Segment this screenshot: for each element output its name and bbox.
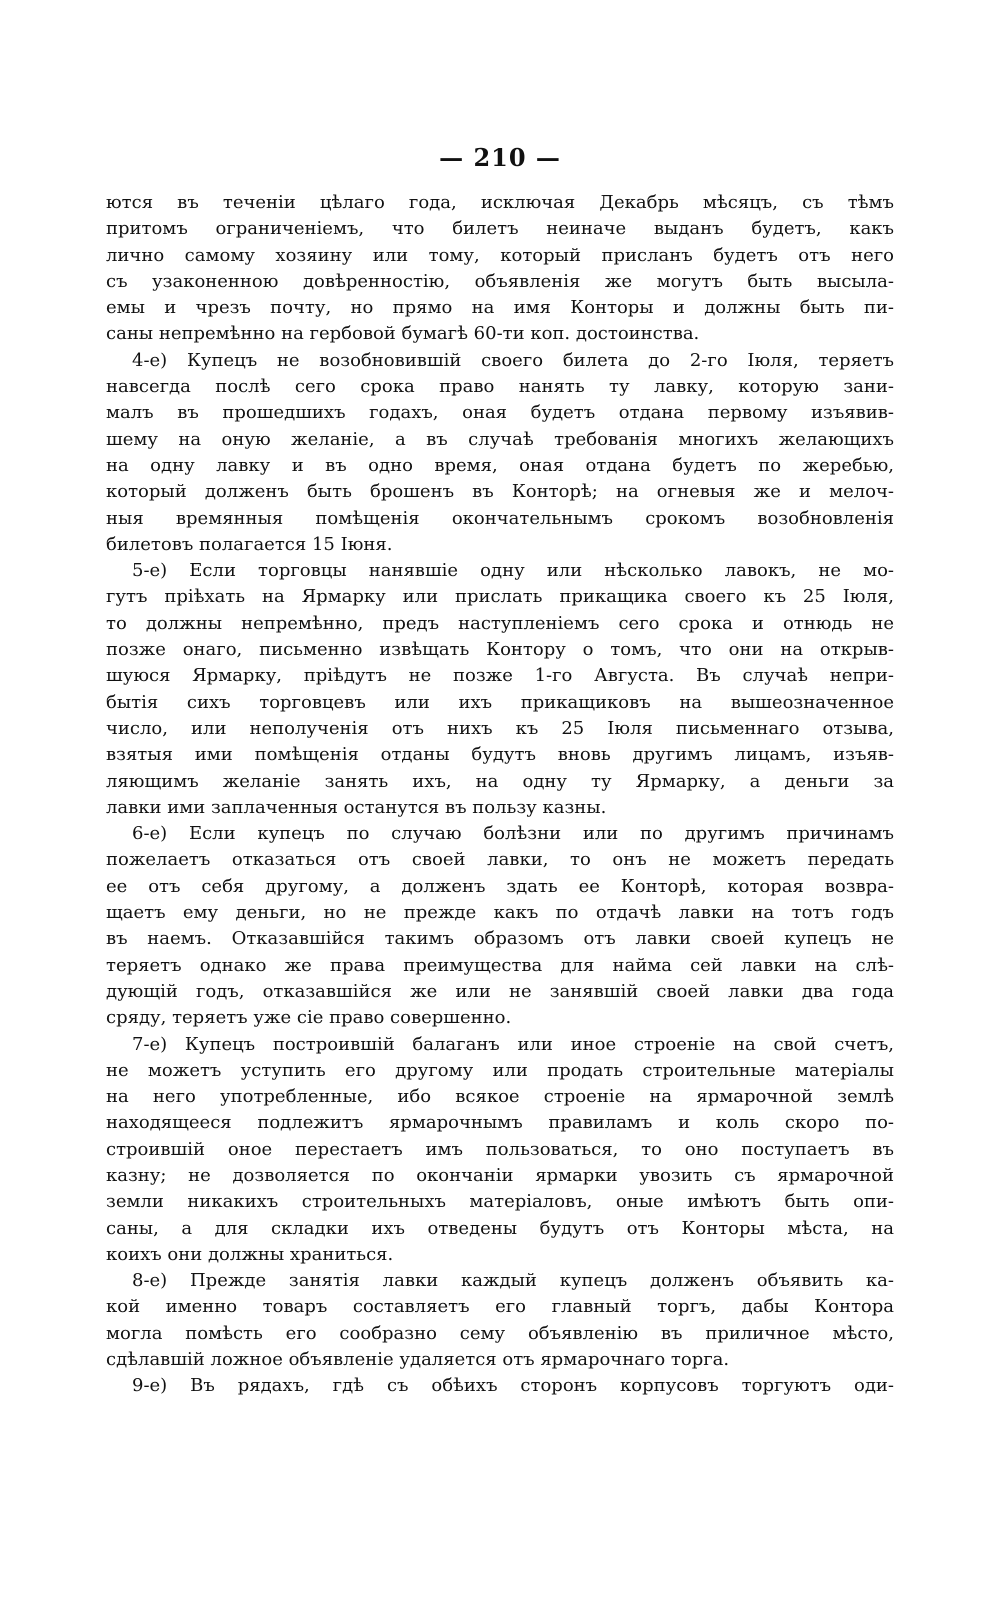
text-line: взятыя ими помѣщенія отданы будутъ вновь другимъ лицамъ, изъяв- — [106, 744, 894, 766]
text-line: коихъ они должны храниться. — [106, 1243, 394, 1265]
body-text — [106, 190, 894, 1400]
text-line: саны, а для складки ихъ отведены будутъ отъ Конторы мѣста, на — [106, 1217, 894, 1239]
text-line: гутъ пріѣхать на Ярмарку или прислать прикащика своего къ 25 Іюля, — [106, 586, 894, 608]
text-line: щаетъ ему деньги, но не прежде какъ по отдачѣ лавки на тотъ годъ — [106, 902, 894, 924]
text-line: сряду, теряетъ уже сіе право совершенно. — [106, 1007, 512, 1029]
text-line: кой именно товаръ составляетъ его главный торгъ, дабы Контора — [106, 1296, 894, 1318]
text-line: 8-е) Прежде занятія лавки каждый купецъ долженъ объявить ка- — [132, 1270, 894, 1292]
text-line: дующій годъ, отказавшійся же или не занявшій своей лавки два года — [106, 980, 894, 1002]
text-line: съ узаконенною довѣренностію, объявленія же могутъ быть высыла- — [106, 270, 894, 292]
text-line: то должны непремѣнно, предъ наступленіемъ сего срока и отнюдь не — [106, 612, 894, 634]
text-line: ляющимъ желаніе занять ихъ, на одну ту Ярмарку, а деньги за — [106, 770, 894, 792]
text-line: могла помѣсть его сообразно сему объявленію въ приличное мѣсто, — [106, 1322, 894, 1344]
text-line: шему на оную желаніе, а въ случаѣ требованія многихъ желающихъ — [106, 428, 894, 450]
text-line: саны непремѣнно на гербовой бумагѣ 60-ти коп. достоинства. — [106, 323, 700, 345]
text-line: малъ въ прошедшихъ годахъ, оная будетъ отдана первому изъявив- — [106, 402, 894, 424]
text-line: притомъ ограниченіемъ, что билетъ неиначе выданъ будетъ, какъ — [106, 218, 894, 240]
text-line: лавки ими заплаченныя останутся въ пользу казны. — [106, 796, 607, 818]
text-line: сдѣлавшій ложное объявленіе удаляется отъ ярмарочнаго торга. — [106, 1349, 730, 1371]
text-line: ее отъ себя другому, а долженъ здать ее Конторѣ, которая возвра- — [106, 875, 894, 897]
text-line: позже онаго, письменно извѣщать Контору о томъ, что они на открыв- — [106, 639, 894, 661]
text-line: который долженъ быть брошенъ въ Конторѣ; на огневыя же и мелоч- — [106, 481, 894, 503]
text-line: казну; не дозволяется по окончаніи ярмарки увозить съ ярмарочной — [106, 1164, 894, 1186]
text-line: бытія сихъ торговцевъ или ихъ прикащиковъ на вышеозначенное — [106, 691, 894, 713]
text-line: шуюся Ярмарку, пріѣдутъ не позже 1-го Августа. Въ случаѣ непри- — [106, 665, 894, 687]
text-line: емы и чрезъ почту, но прямо на имя Конторы и должны быть пи- — [106, 297, 894, 319]
text-line: въ наемъ. Отказавшійся такимъ образомъ отъ лавки своей купецъ не — [106, 928, 894, 950]
text-line: билетовъ полагается 15 Іюня. — [106, 533, 393, 555]
text-line: ются въ теченіи цѣлаго года, исключая Декабрь мѣсяцъ, съ тѣмъ — [106, 192, 894, 213]
text-line: навсегда послѣ сего срока право нанять ту лавку, которую зани- — [106, 376, 894, 398]
text-line: число, или неполученія отъ нихъ къ 25 Іюля письменнаго отзыва, — [106, 717, 894, 739]
text-line: на одну лавку и въ одно время, оная отдана будетъ по жеребью, — [106, 454, 894, 476]
text-line: 6-е) Если купецъ по случаю болѣзни или по другимъ причинамъ — [132, 823, 894, 845]
text-line: находящееся подлежитъ ярмарочнымъ правиламъ и коль скоро по- — [106, 1112, 894, 1134]
text-line: теряетъ однако же права преимущества для найма сей лавки на слѣ- — [106, 954, 894, 976]
text-line: 7-е) Купецъ построившій балаганъ или иное строеніе на свой счетъ, — [132, 1033, 894, 1055]
text-line: 9-е) Въ рядахъ, гдѣ съ обѣихъ сторонъ корпусовъ торгуютъ оди- — [132, 1375, 894, 1397]
text-line: 4-е) Купецъ не возобновившій своего билета до 2-го Іюля, теряетъ — [132, 349, 894, 371]
text-line: 5-е) Если торговцы нанявшіе одну или нѣсколько лавокъ, не мо- — [132, 560, 894, 582]
text-line: пожелаетъ отказаться отъ своей лавки, то онъ не можетъ передать — [106, 849, 894, 871]
page-number: — 210 — — [439, 143, 561, 172]
text-line: не можетъ уступить его другому или продать строительные матеріалы — [106, 1059, 894, 1081]
text-line: лично самому хозяину или тому, который присланъ будетъ отъ него — [106, 244, 894, 266]
text-line: земли никакихъ строительныхъ матеріаловъ, оные имѣютъ быть опи- — [106, 1191, 894, 1213]
text-line: на него употребленные, ибо всякое строеніе на ярмарочной землѣ — [106, 1086, 894, 1108]
text-line: строившій оное перестаетъ имъ пользоваться, то оно поступаетъ въ — [106, 1138, 894, 1160]
text-line: ныя времянныя помѣщенія окончательнымъ срокомъ возобновленія — [106, 507, 894, 529]
